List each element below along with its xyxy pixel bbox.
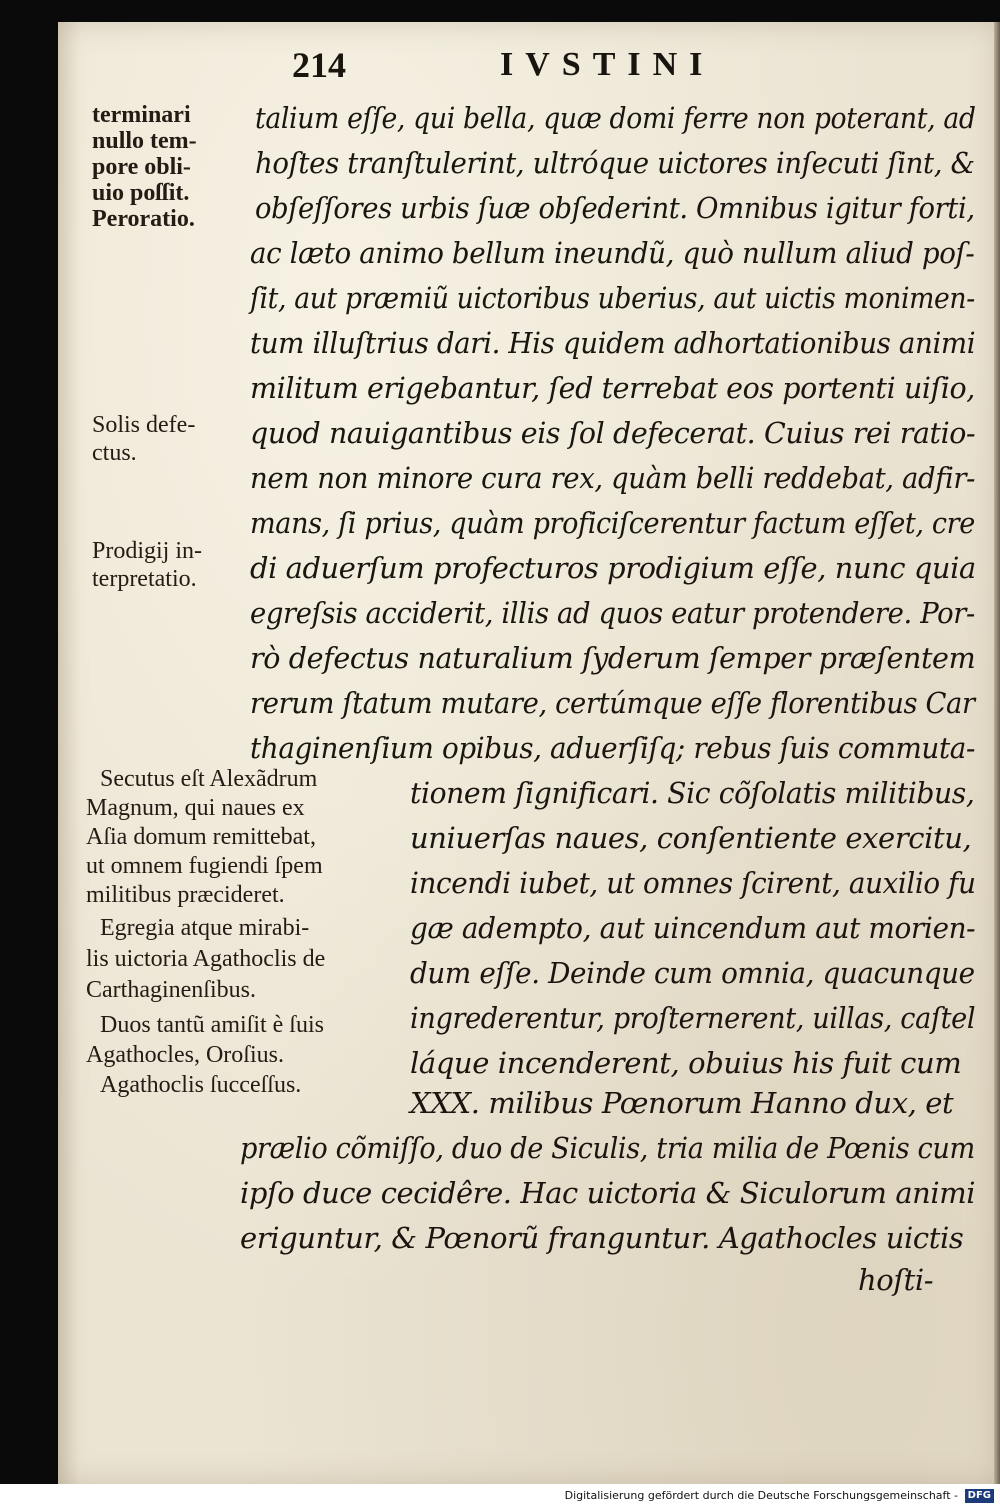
- margin-note: Prodigij in-: [92, 538, 203, 564]
- text-line: quod nauigantibus eis ſol defecerat. Cuius rei ratio-: [250, 416, 976, 450]
- text-line: XXX. milibus Pœnorum Hanno dux, et: [410, 1086, 954, 1120]
- margin-note: Agathoclis ſucceſſus.: [100, 1072, 302, 1098]
- text-line: talium eſſe, qui bella, quæ domi ferre non poterant, ad: [255, 101, 976, 135]
- margin-note: Carthaginenſibus.: [86, 977, 256, 1003]
- page-number: 214: [292, 45, 346, 85]
- margin-note: terminari: [92, 102, 191, 128]
- margin-note: ut omnem fugiendi ſpem: [86, 853, 323, 879]
- margin-note: ctus.: [92, 440, 137, 466]
- text-line: ſit, aut præmiũ uictoribus uberius, aut uictis monimen-: [250, 281, 975, 315]
- text-line: láque incenderent, obuius his fuit cum: [410, 1046, 962, 1080]
- text-line: di aduerſum profecturos prodigium eſſe, nunc quia: [250, 551, 976, 585]
- margin-note: Secutus eſt Alexãdrum: [100, 766, 318, 792]
- text-line: ipſo duce cecidêre. Hac uictoria & Siculorum animi: [240, 1176, 976, 1210]
- text-line: mans, ſi prius, quàm proficiſcerentur factum eſſet, cre: [250, 506, 975, 540]
- running-title: IVSTINI: [500, 46, 715, 83]
- text-line: militum erigebantur, ſed terrebat eos portenti uiſio,: [250, 371, 975, 405]
- text-line: tionem ſignificari. Sic cõſolatis militibus,: [410, 776, 975, 810]
- funding-notice: Digitalisierung gefördert durch die Deutsche Forschungsgemeinschaft -: [564, 1489, 958, 1502]
- margin-note: Duos tantũ amiſit è ſuis: [100, 1012, 324, 1038]
- margin-note: Agathocles, Oroſius.: [86, 1042, 284, 1068]
- text-line: obſeſſores urbis ſuæ obſederint. Omnibus igitur forti,: [255, 191, 975, 225]
- text-line: gæ adempto, aut uincendum aut morien-: [410, 911, 976, 945]
- text-line: thaginenſium opibus, aduerſiſq; rebus ſuis commuta-: [250, 731, 975, 765]
- text-line: incendi iubet, ut omnes ſcirent, auxilio fu: [410, 866, 976, 900]
- margin-note: pore obli-: [92, 154, 191, 180]
- text-line: ac læto animo bellum ineundũ, quò nullum aliud poſ-: [250, 236, 975, 270]
- margin-note: Aſia domum remittebat,: [86, 824, 316, 850]
- text-line: uniuerſas naues, conſentiente exercitu,: [410, 821, 972, 855]
- margin-note: lis uictoria Agathoclis de: [86, 946, 326, 972]
- margin-note: terpretatio.: [92, 566, 197, 592]
- margin-note: Egregia atque mirabi-: [100, 915, 310, 941]
- margin-note: Magnum, qui naues ex: [86, 795, 305, 821]
- margin-note: uio poſſit.: [92, 180, 190, 206]
- text-line: hoſtes tranſtulerint, ultróque uictores inſecuti ſint, &: [255, 146, 975, 180]
- dfg-logo: DFG: [965, 1489, 994, 1503]
- text-line: prælio cõmiſſo, duo de Siculis, tria milia de Pœnis cum: [240, 1131, 975, 1165]
- footer-strip: [0, 1484, 1000, 1509]
- catchword: hoſti-: [858, 1263, 934, 1297]
- margin-note: militibus præcideret.: [86, 882, 285, 908]
- text-line: dum eſſe. Deinde cum omnia, quacunque: [410, 956, 975, 990]
- text-line: rerum ſtatum mutare, certúmque eſſe florentibus Car: [250, 686, 975, 720]
- text-line: egreſsis acciderit, illis ad quos eatur protendere. Por-: [250, 596, 975, 630]
- margin-note: Solis defe-: [92, 412, 196, 438]
- text-line: rò defectus naturalium ſyderum ſemper præſentem: [250, 641, 976, 675]
- text-line: ingrederentur, proſternerent, uillas, caſtel: [410, 1001, 976, 1035]
- margin-note: Peroratio.: [92, 206, 195, 232]
- text-line: tum illuſtrius dari. His quidem adhortationibus animi: [250, 326, 976, 360]
- text-line: eriguntur, & Pœnorũ franguntur. Agathocles uictis: [240, 1221, 964, 1255]
- margin-note: nullo tem-: [92, 128, 197, 154]
- text-line: nem non minore cura rex, quàm belli reddebat, adfir-: [250, 461, 976, 495]
